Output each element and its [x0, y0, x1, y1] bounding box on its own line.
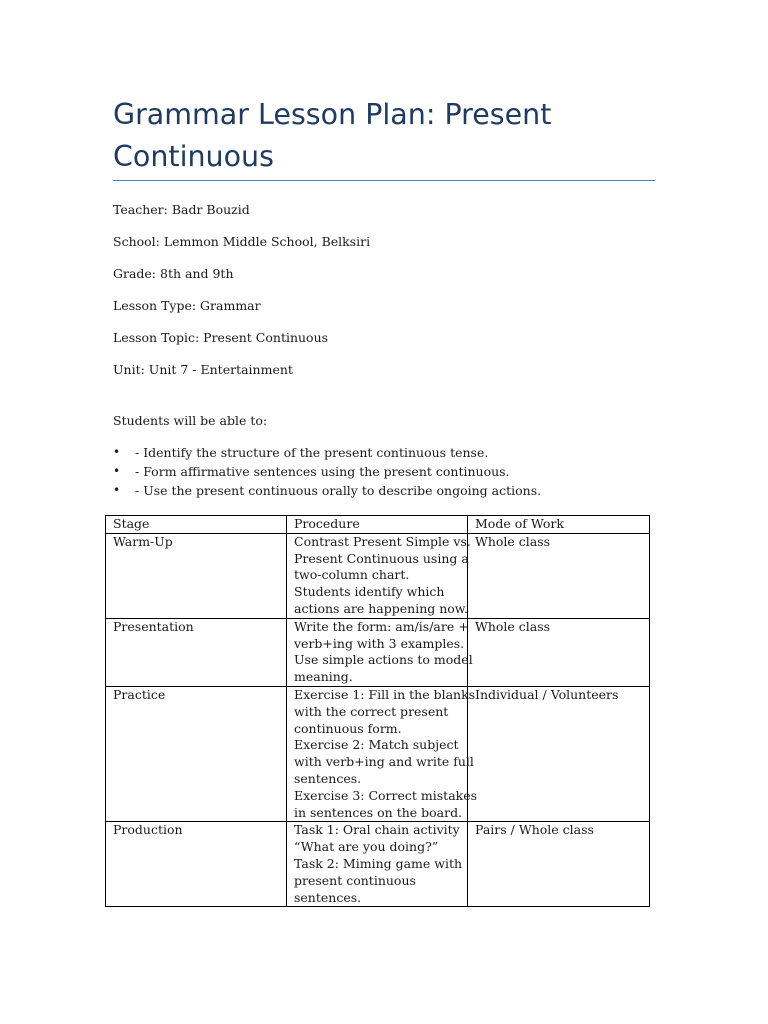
procedure-line: Task 1: Oral chain activity: [294, 822, 460, 838]
procedure-cell: [287, 618, 473, 686]
procedure-line: continuous form.: [294, 720, 402, 736]
mode-cell: Pairs / Whole class: [468, 822, 650, 907]
stage-cell: Production: [106, 822, 287, 907]
bullet-icon: •: [113, 483, 121, 497]
school-line: School: Lemmon Middle School, Belksiri: [113, 234, 371, 249]
procedure-line: sentences.: [294, 770, 362, 786]
procedure-line: Present Continuous using a: [294, 550, 469, 566]
grade-line: Grade: 8th and 9th: [113, 266, 234, 281]
header-stage: Stage: [106, 516, 287, 534]
procedure-cell: [287, 533, 471, 618]
procedure-line: in sentences on the board.: [294, 804, 463, 820]
table-row: [106, 686, 650, 821]
procedure-line: present continuous: [294, 872, 416, 888]
objective-text: - Use the present continuous orally to describe ongoing actions.: [135, 483, 542, 498]
table-header-row: [106, 516, 650, 534]
mode-cell: Whole class: [468, 533, 650, 618]
lesson-type-line: Lesson Type: Grammar: [113, 298, 261, 313]
procedure-line: Contrast Present Simple vs.: [294, 533, 471, 549]
table-row: [106, 533, 650, 618]
header-mode: Mode of Work: [468, 516, 650, 534]
procedure-line: “What are you doing?”: [294, 839, 439, 855]
table-row: [106, 618, 650, 686]
stage-cell: Presentation: [106, 618, 287, 686]
stage-cell: Warm-Up: [106, 533, 287, 618]
procedure-cell: [287, 822, 468, 907]
mode-cell: Whole class: [468, 618, 650, 686]
bullet-icon: •: [113, 445, 121, 459]
procedure-line: Exercise 3: Correct mistakes: [294, 787, 478, 803]
procedure-line: actions are happening now.: [294, 600, 468, 616]
teacher-line: Teacher: Badr Bouzid: [113, 202, 250, 217]
lesson-plan-table: [105, 515, 650, 907]
procedure-line: with verb+ing and write full: [294, 754, 474, 770]
procedure-line: Exercise 2: Match subject: [294, 737, 459, 753]
objective-text: - Form affirmative sentences using the present continuous.: [135, 464, 510, 479]
objective-text: - Identify the structure of the present continuous tense.: [135, 445, 489, 460]
procedure-line: meaning.: [294, 669, 353, 685]
procedure-line: Exercise 1: Fill in the blanks: [294, 686, 476, 702]
procedure-cell: [287, 686, 478, 821]
stage-cell: Practice: [106, 686, 287, 821]
page-title: Grammar Lesson Plan: Present Continuous: [113, 98, 552, 173]
procedure-line: Use simple actions to model: [294, 652, 473, 668]
title-underline: [113, 180, 655, 181]
procedure-line: with the correct present: [294, 703, 449, 719]
lesson-topic-line: Lesson Topic: Present Continuous: [113, 330, 329, 345]
header-procedure: Procedure: [287, 516, 468, 534]
unit-line: Unit: Unit 7 - Entertainment: [113, 362, 293, 377]
procedure-line: verb+ing with 3 examples.: [294, 635, 465, 651]
procedure-line: sentences.: [294, 889, 362, 905]
procedure-line: Write the form: am/is/are +: [294, 618, 469, 634]
procedure-line: two-column chart.: [294, 567, 410, 583]
table-row: [106, 822, 650, 907]
mode-cell: Individual / Volunteers: [468, 686, 650, 821]
bullet-icon: •: [113, 464, 121, 478]
procedure-line: Task 2: Miming game with: [294, 855, 463, 871]
objectives-intro: Students will be able to:: [113, 413, 268, 428]
procedure-line: Students identify which: [294, 584, 445, 600]
